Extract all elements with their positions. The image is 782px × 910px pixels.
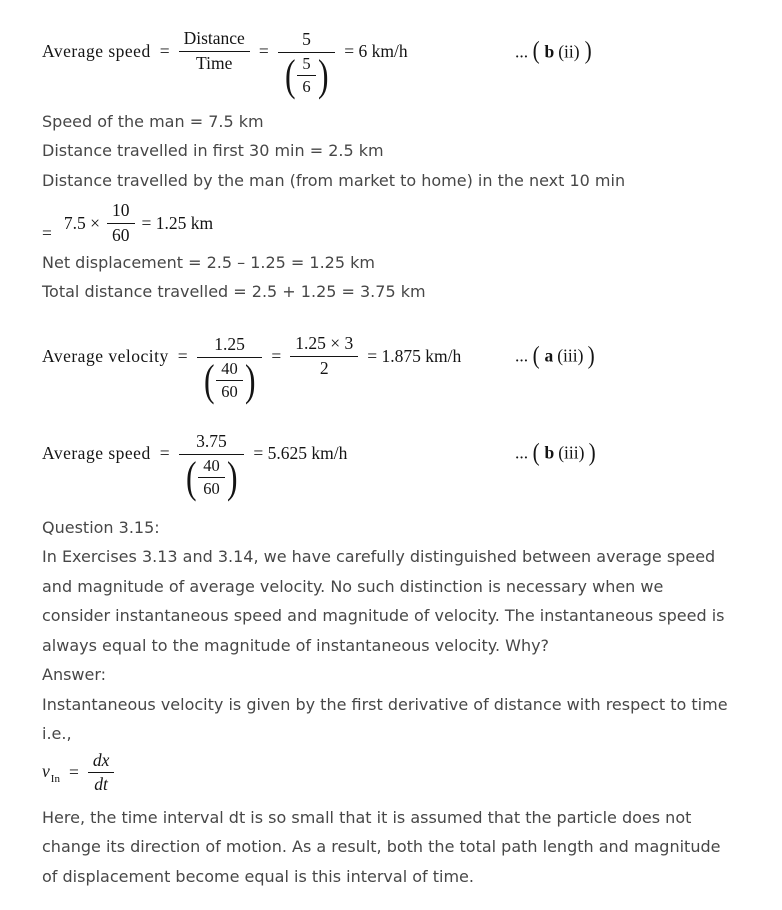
coefficient: 7.5 × <box>63 213 100 234</box>
right-paren: ) <box>317 51 329 101</box>
question-body-line: always equal to the magnitude of instantaneous velocity. Why? <box>42 635 550 655</box>
text-line-distance-next-10: Distance travelled by the man (from market to home) in the next 10 min <box>42 170 626 190</box>
text-line-total-distance: Total distance travelled = 2.5 + 1.25 = 3.75 km <box>42 282 426 302</box>
question-body-line: In Exercises 3.13 and 3.14, we have carefully distinguished between average speed <box>42 547 716 566</box>
fraction-distance-time <box>179 29 250 73</box>
equals-sign: = <box>68 762 79 783</box>
fraction-denominator <box>179 452 245 502</box>
fraction-denominator: Time <box>179 51 250 74</box>
fraction-denominator <box>197 356 263 405</box>
text-line-speed-of-man: Speed of the man = 7.5 km <box>42 111 264 131</box>
paren-fraction <box>283 51 331 101</box>
fraction-numerator: 1.25 × 3 <box>295 333 354 353</box>
annotation-dots: ... <box>515 442 529 463</box>
annotation-inner: (ii) <box>558 40 580 61</box>
question-body-line: and magnitude of average velocity. No such distinction is necessary when we <box>42 576 664 596</box>
left-paren: ( <box>185 452 197 502</box>
annotation-dots: ... <box>515 345 529 366</box>
inner-fraction-40-60 <box>216 360 243 402</box>
fraction-denominator: 6 <box>297 75 315 96</box>
annotation-letter: b <box>544 442 555 463</box>
paren-fraction <box>202 356 258 405</box>
answer-label: Answer: <box>42 665 107 684</box>
annotation-dots: ... <box>515 40 529 61</box>
paren-fraction <box>184 452 240 502</box>
equals-sign: = <box>159 442 170 463</box>
fraction-dx-dt <box>88 751 115 795</box>
text-line-net-displacement: Net displacement = 2.5 – 1.25 = 1.25 km <box>42 252 375 272</box>
fraction-denominator: 60 <box>216 380 243 401</box>
fraction-denominator: 60 <box>198 477 225 498</box>
equation-result: = 6 km/h <box>344 40 408 61</box>
answer-paragraph-line: change its direction of motion. As a result, both the total path length and magnitude <box>42 837 721 857</box>
right-paren: ) <box>589 439 597 467</box>
fraction-denominator: dt <box>88 772 115 795</box>
equation-annotation <box>515 439 597 467</box>
equation-label: Average velocity <box>42 345 169 366</box>
fraction-numerator: 40 <box>203 455 220 475</box>
left-paren: ( <box>284 51 296 101</box>
velocity-variable: v <box>42 760 50 781</box>
velocity-symbol <box>42 761 60 785</box>
annotation-inner: (iii) <box>558 442 585 463</box>
equation-instantaneous-velocity <box>42 751 782 795</box>
fraction-numerator: dx <box>92 749 110 770</box>
annotation-letter: b <box>544 40 555 61</box>
right-paren: ) <box>226 452 238 502</box>
inner-fraction-5-6 <box>297 55 315 97</box>
equation-result: = 5.625 km/h <box>253 442 348 463</box>
equals-sign: = <box>258 40 269 61</box>
answer-paragraph-line: Here, the time interval dt is so small that it is assumed that the particle does not <box>42 807 692 827</box>
fraction-denominator: 2 <box>290 356 358 379</box>
right-paren: ) <box>584 37 592 65</box>
question-title: Question 3.15: <box>42 517 160 537</box>
equals-sign: = <box>42 222 52 243</box>
answer-line-ie: i.e., <box>42 724 72 743</box>
left-paren: ( <box>532 342 540 370</box>
right-paren: ) <box>588 342 596 370</box>
equation-average-velocity-aiii <box>42 311 782 405</box>
question-body-line: consider instantaneous speed and magnitude of velocity. The instantaneous speed is <box>42 606 725 625</box>
annotation-inner: (iii) <box>557 345 584 366</box>
equation-result: = 1.25 km <box>141 213 214 234</box>
velocity-subscript: In <box>50 772 60 785</box>
equation-annotation <box>515 37 592 65</box>
equation-average-speed-biii <box>42 408 782 502</box>
equation-average-speed-bii <box>42 6 782 101</box>
fraction-125x3-over-2 <box>290 334 358 378</box>
left-paren: ( <box>203 356 215 405</box>
equation-label: Average speed <box>42 442 151 463</box>
fraction-numerator: Distance <box>183 28 245 49</box>
text-line-distance-first-30: Distance travelled in first 30 min = 2.5 km <box>42 141 384 161</box>
fraction-10-60 <box>107 201 135 245</box>
left-paren: ( <box>532 37 540 65</box>
equals-sign: = <box>177 345 188 366</box>
annotation-letter: a <box>544 345 554 366</box>
fraction-denominator: 60 <box>107 223 135 246</box>
fraction-numerator: 5 <box>302 29 311 50</box>
equals-sign: = <box>271 345 282 366</box>
fraction-numerator: 1.25 <box>214 334 245 355</box>
equation-result: = 1.875 km/h <box>367 345 462 366</box>
fraction-125-over-paren-40-60 <box>197 311 263 405</box>
fraction-numerator: 10 <box>112 200 130 221</box>
fraction-5-over-paren-5-6 <box>278 6 336 101</box>
fraction-numerator: 3.75 <box>196 430 227 451</box>
equation-annotation <box>515 342 596 370</box>
fraction-375-over-paren-40-60 <box>179 408 245 502</box>
fraction-numerator: 40 <box>221 358 238 378</box>
equals-sign: = <box>159 40 170 61</box>
inner-fraction-40-60 <box>198 457 225 499</box>
answer-line: Instantaneous velocity is given by the first derivative of distance with respect to time <box>42 694 728 714</box>
equation-label: Average speed <box>42 40 151 61</box>
answer-paragraph-line: of displacement become equal is this interval of time. <box>42 866 474 886</box>
fraction-denominator <box>278 51 336 101</box>
equation-market-distance <box>42 201 782 245</box>
equation-body <box>64 201 213 245</box>
fraction-numerator: 5 <box>302 54 311 73</box>
left-paren: ( <box>532 439 540 467</box>
right-paren: ) <box>244 356 256 405</box>
